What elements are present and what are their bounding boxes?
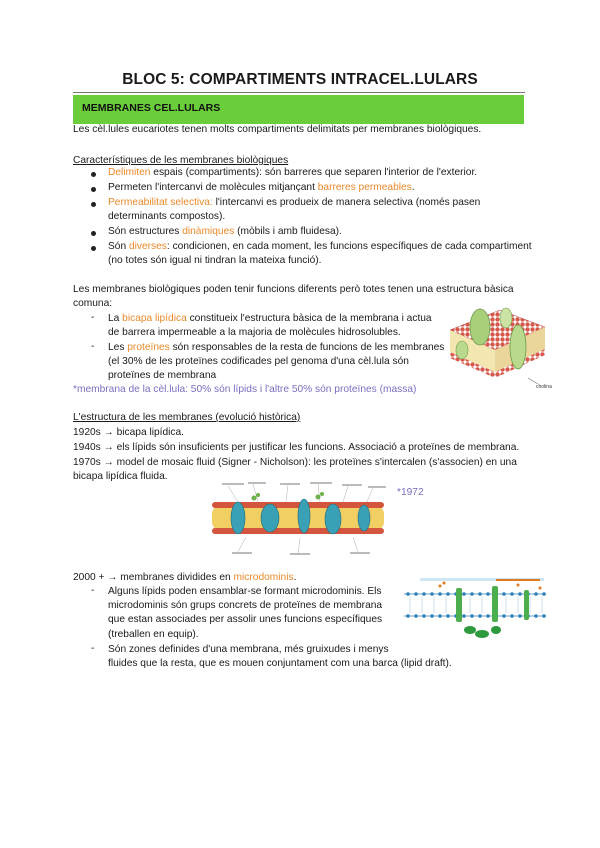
- dash: -: [91, 643, 95, 654]
- history-1970-cont: bicapa lipídica fluida.: [73, 471, 168, 482]
- intro-text: Les cèl.lules eucariotes tenen molts compartiments delimitats per membranes biològiques.: [73, 124, 482, 135]
- history-1970: 1970s → model de mosaic fluid (Signer - Nicholson): les proteïnes s'intercalen (s'associen) en una: [73, 457, 517, 468]
- char-item-2: Permeten l'intercanvi de molècules mitjançant barreres permeables.: [108, 182, 415, 193]
- bullet: [91, 246, 96, 251]
- dash: -: [91, 312, 95, 323]
- micro-item-2: Són zones definides d'una membrana, més gruixudes i menys: [108, 644, 389, 655]
- char-item-5: Són diverses: condicionen, en cada moment, les funcions específiques de cada compartiment: [108, 241, 532, 252]
- char-item-5-cont: (no totes són igual ni tindran la mateixa funció).: [108, 255, 322, 266]
- history-1940: 1940s → els lípids són insuficients per justificar les funcions. Associació a proteïnes de membrana.: [73, 442, 520, 453]
- page-title: BLOC 5: COMPARTIMENTS INTRACEL.LULARS: [122, 71, 478, 88]
- char-item-3: Permeabilitat selectiva: l'intercanvi es produeix de manera selectiva (només pasen: [108, 197, 481, 208]
- micro-item-1-cont: microdominis són grups concrets de proteïnes de membrana: [108, 600, 383, 611]
- bullet: [91, 187, 96, 192]
- fluid-mosaic-figure: [208, 482, 390, 556]
- structure-para-cont: comuna:: [73, 298, 113, 309]
- char-item-4: Són estructures dinàmiques (mòbils i amb fluidesa).: [108, 226, 342, 237]
- history-heading: L'estructura de les membranes (evolució històrica): [73, 412, 301, 423]
- bullet: [91, 202, 96, 207]
- figure-label: cholina: [536, 384, 552, 390]
- section-header-bar: [73, 95, 524, 124]
- microdomains-intro: 2000 + → membranes dividides en microdominis.: [73, 572, 297, 583]
- structure-item-2-cont2: proteïnes de membrana: [108, 370, 217, 381]
- structure-item-2-cont: (el 30% de les proteïnes codificades pel genoma d'una cèl.lula són: [108, 356, 409, 367]
- lipid-raft-figure: [400, 578, 550, 646]
- dash: -: [91, 341, 95, 352]
- structure-item-1: La bicapa lipídica constitueix l'estructura bàsica de la membrana i actua: [108, 313, 432, 324]
- micro-item-1-cont2: que estan associades per assolir unes funcions específiques: [108, 614, 383, 625]
- structure-note: *membrana de la cèl.lula: 50% són lípids i l'altre 50% són proteïnes (massa): [73, 384, 417, 395]
- dash: -: [91, 585, 95, 596]
- micro-item-1: Alguns lípids poden ensamblar-se formant microdominis. Els: [108, 586, 382, 597]
- micro-item-2-cont: fluides que la resta, que es mouen conjuntament com una barca (lipid draft).: [108, 658, 452, 669]
- char-item-1: Delimiten espais (compartiments): són barreres que separen l'interior de l'exterior.: [108, 167, 478, 178]
- characteristics-heading: Característiques de les membranes biològiques: [73, 155, 289, 166]
- figure-note-1972: *1972: [397, 487, 424, 498]
- history-1920: 1920s → bicapa lipídica.: [73, 427, 184, 438]
- micro-item-1-cont3: (treballen en equip).: [108, 629, 199, 640]
- structure-para: Les membranes biològiques poden tenir funcions diferents però totes tenen una estructura bàsica: [73, 284, 514, 295]
- title-divider: [73, 92, 525, 93]
- section-header: MEMBRANES CEL.LULARS: [82, 102, 221, 114]
- structure-item-1-cont: de barrera impermeable a la majoria de molècules hidrosolubles.: [108, 327, 401, 338]
- bullet: [91, 172, 96, 177]
- membrane-3d-figure: [440, 292, 550, 402]
- bullet: [91, 231, 96, 236]
- structure-item-2: Les proteïnes són responsables de la resta de funcions de les membranes: [108, 342, 445, 353]
- char-item-3-cont: determinants compostos).: [108, 211, 226, 222]
